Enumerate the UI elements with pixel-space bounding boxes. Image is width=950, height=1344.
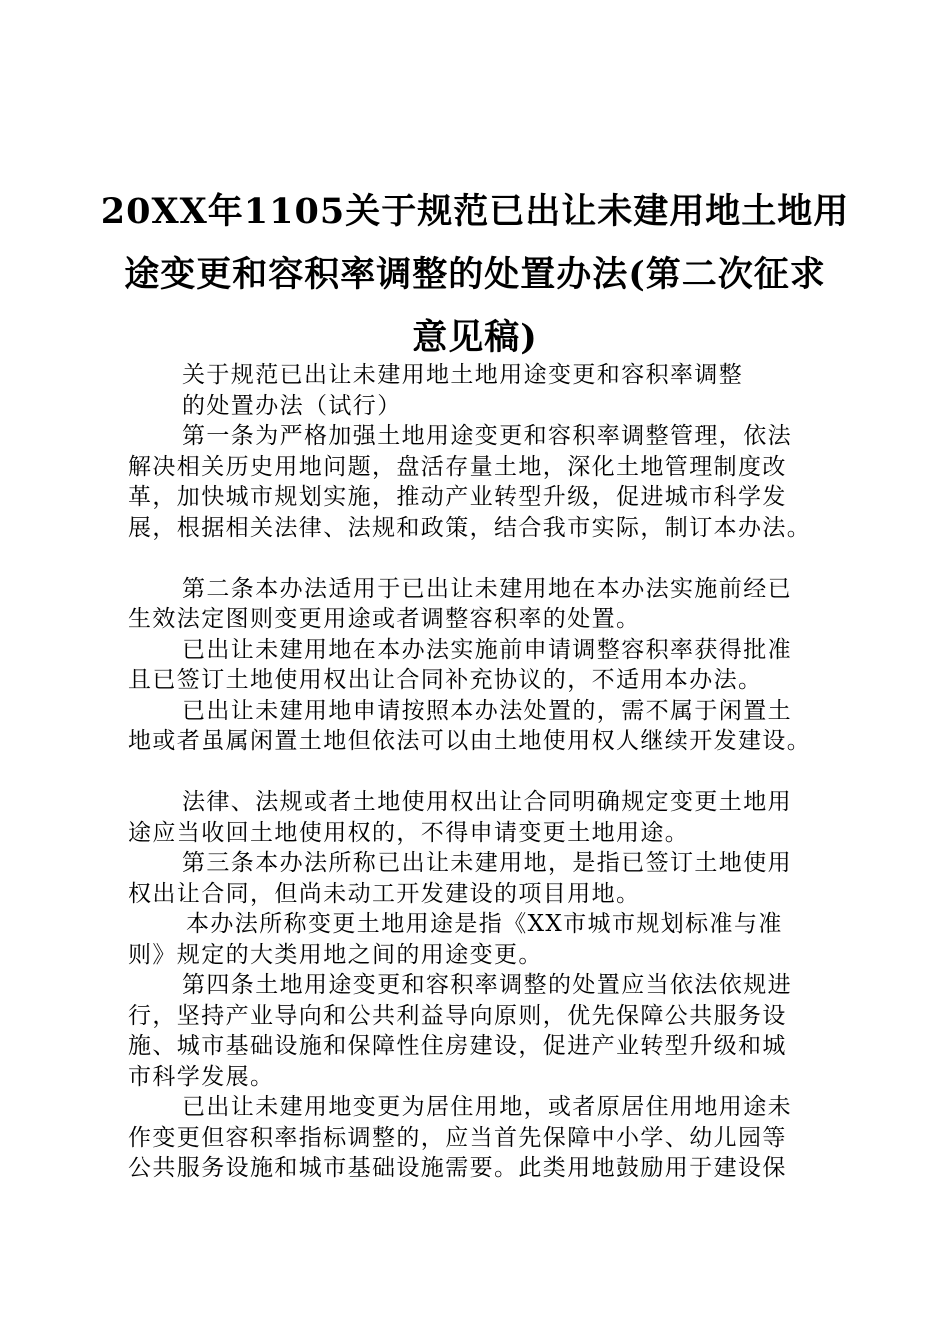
paragraph-gap: [128, 543, 828, 574]
title-line: 意见稿): [412, 317, 538, 358]
paragraph-line: 则》规定的大类用地之间的用途变更。: [128, 941, 543, 968]
paragraph-line: 第一条为严格加强土地用途变更和容积率调整管理，依法: [182, 423, 792, 449]
paragraph-line: 地或者虽属闲置土地但依法可以由土地使用权人继续开发建设。: [128, 728, 812, 754]
paragraph-line: 法律、法规或者土地使用权出让合同明确规定变更土地用: [182, 789, 792, 815]
paragraph-article-4: [128, 970, 828, 1092]
paragraph-article-1: [128, 421, 828, 543]
paragraph-line: 施、城市基础设施和保障性住房建设，促进产业转型升级和城: [128, 1033, 787, 1059]
paragraph-line: 且已签订土地使用权出让合同补充协议的，不适用本办法。: [128, 667, 763, 693]
subtitle-line: 关于规范已出让未建用地土地用途变更和容积率调整: [182, 362, 744, 388]
paragraph-line: 已出让未建用地申请按照本办法处置的，需不属于闲置土: [182, 697, 792, 724]
paragraph-article-3-definition: [128, 909, 828, 970]
paragraph-line: 第四条土地用途变更和容积率调整的处置应当依法依规进: [182, 972, 792, 998]
paragraph-article-2: [128, 574, 828, 635]
paragraph-line: 途应当收回土地使用权的，不得申请变更土地用途。: [128, 819, 690, 846]
document-title: [100, 180, 850, 369]
paragraph-article-4-residential: [128, 1092, 828, 1184]
paragraph-line: 生效法定图则变更用途或者调整容积率的处置。: [128, 606, 641, 632]
paragraph-line: 作变更但容积率指标调整的，应当首先保障中小学、幼儿园等: [128, 1124, 787, 1151]
paragraph-line: 市科学发展。: [128, 1063, 275, 1090]
paragraph-article-3: [128, 848, 828, 909]
paragraph-line: 权出让合同，但尚未动工开发建设的项目用地。: [128, 880, 641, 907]
paragraph-line: 公共服务设施和城市基础设施需要。此类用地鼓励用于建设保: [128, 1155, 787, 1181]
paragraph-line: 革，加快城市规划实施，推动产业转型升级，促进城市科学发: [128, 484, 787, 510]
document-body: [128, 360, 828, 1184]
paragraph-article-2-exception: [128, 635, 828, 696]
paragraph-line: 已出让未建用地变更为居住用地，或者原居住用地用途未: [182, 1094, 792, 1120]
subtitle: [128, 360, 828, 421]
paragraph-line: 第二条本办法适用于已出让未建用地在本办法实施前经已: [182, 575, 792, 602]
paragraph-line: 已出让未建用地在本办法实施前申请调整容积率获得批准: [182, 636, 792, 663]
title-line: 20XX年1105关于规范已出让未建用地土地用: [100, 191, 850, 232]
paragraph-line: 解决相关历史用地问题，盘活存量土地，深化土地管理制度改: [128, 453, 787, 480]
subtitle-line: 的处置办法（试行）: [182, 392, 402, 419]
paragraph-article-2-restriction: [128, 787, 828, 848]
title-line: 途变更和容积率调整的处置办法(第二次征求: [124, 254, 826, 295]
paragraph-line: 行，坚持产业导向和公共利益导向原则，优先保障公共服务设: [128, 1002, 787, 1029]
paragraph-gap: [128, 757, 828, 788]
paragraph-line: 第三条本办法所称已出让未建用地，是指已签订土地使用: [182, 850, 792, 876]
paragraph-article-2-condition: [128, 696, 828, 757]
paragraph-line: 展，根据相关法律、法规和政策，结合我市实际，制订本办法。: [128, 514, 812, 541]
paragraph-line: 本办法所称变更土地用途是指《XX市城市规划标准与准: [186, 911, 783, 937]
